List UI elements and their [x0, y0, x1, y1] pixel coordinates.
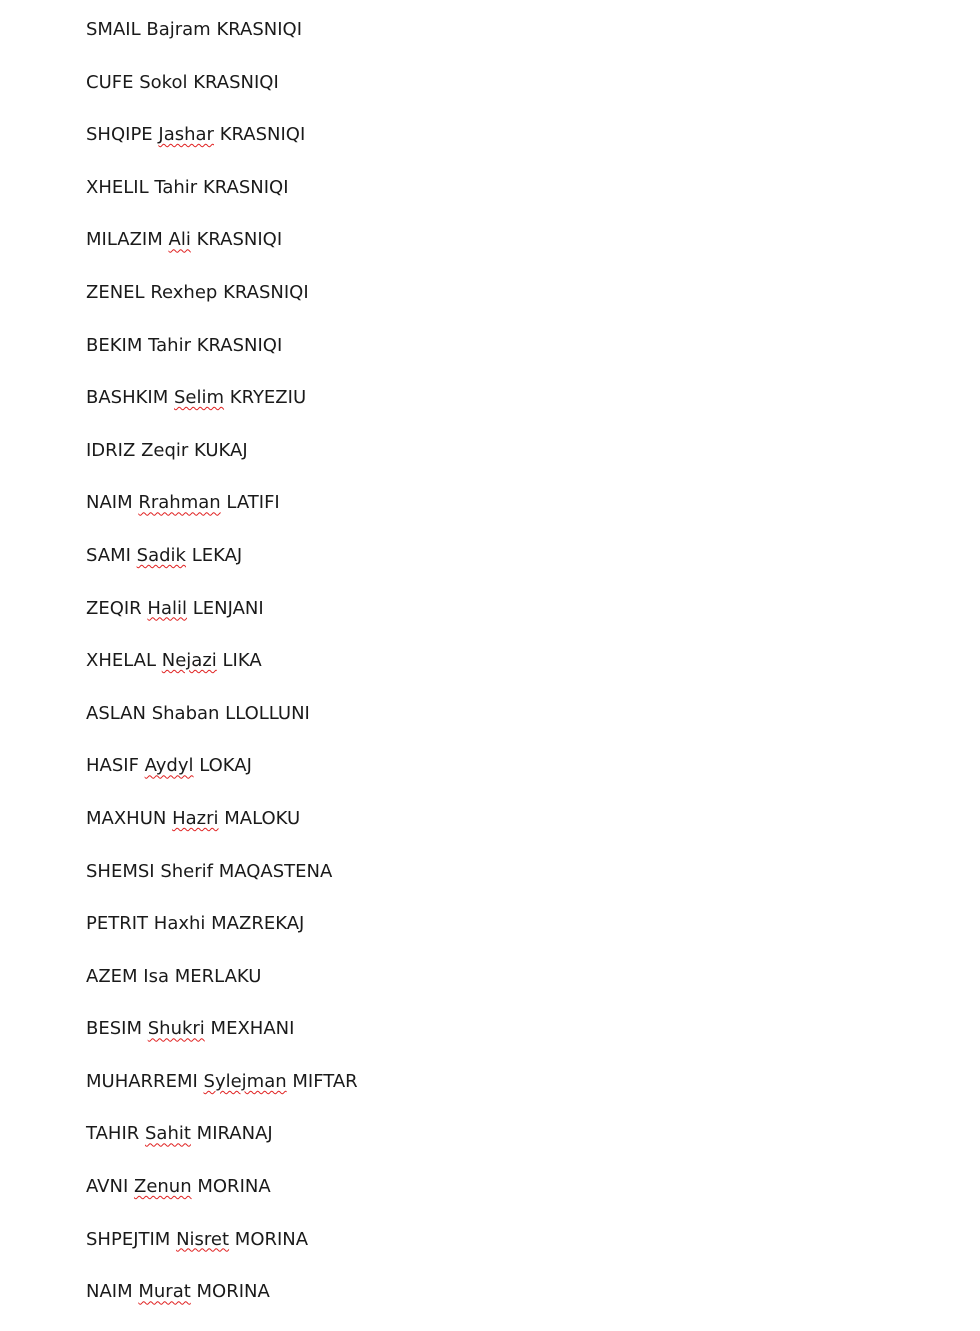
last-name: LOKAJ	[199, 755, 252, 777]
middle-name: Bajram	[146, 19, 211, 40]
middle-name: Sadik	[136, 544, 186, 566]
first-name: SMAIL	[86, 19, 141, 40]
middle-name: Sylejman	[203, 1070, 287, 1092]
list-item	[86, 1120, 358, 1173]
middle-name: Rrahman	[138, 492, 221, 514]
list-item	[86, 1226, 358, 1279]
middle-name: Halil	[147, 597, 187, 619]
last-name: MEXHANI	[210, 1018, 295, 1040]
first-name: BASHKIM	[86, 387, 169, 409]
middle-name: Zeqir	[141, 439, 189, 461]
middle-name: Jashar	[158, 124, 214, 146]
first-name: CUFE	[86, 71, 134, 93]
first-name: IDRIZ	[86, 439, 136, 461]
first-name: SHPEJTIM	[86, 1228, 171, 1250]
middle-name: Isa	[143, 965, 170, 987]
list-item	[86, 121, 358, 174]
list-item	[86, 174, 358, 227]
last-name: KRYEZIU	[229, 387, 307, 409]
last-name: KRASNIQI	[219, 124, 306, 146]
first-name: MILAZIM	[86, 229, 163, 251]
first-name: TAHIR	[86, 1123, 140, 1145]
last-name: MORINA	[196, 1281, 270, 1303]
middle-name: Aydyl	[144, 755, 194, 777]
list-item	[86, 279, 358, 332]
name-list	[86, 16, 358, 1331]
last-name: LIKA	[222, 650, 262, 672]
first-name: SAMI	[86, 544, 131, 566]
list-item	[86, 647, 358, 700]
middle-name: Sahit	[145, 1123, 191, 1145]
list-item	[86, 16, 358, 69]
last-name: KRASNIQI	[223, 281, 309, 303]
first-name: MUHARREMI	[86, 1070, 198, 1092]
first-name: BESIM	[86, 1018, 142, 1040]
list-item	[86, 384, 358, 437]
first-name: ZENEL	[86, 281, 145, 303]
middle-name: Ali	[168, 229, 191, 251]
list-item	[86, 595, 358, 648]
list-item	[86, 805, 358, 858]
list-item	[86, 752, 358, 805]
list-item	[86, 963, 358, 1016]
first-name: ZEQIR	[86, 597, 142, 619]
last-name: KUKAJ	[194, 439, 248, 461]
last-name: MAZREKAJ	[211, 913, 305, 935]
middle-name: Tahir	[148, 334, 191, 356]
list-item	[86, 332, 358, 385]
first-name: SHQIPE	[86, 124, 153, 146]
list-item	[86, 226, 358, 279]
list-item	[86, 700, 358, 753]
list-item	[86, 1015, 358, 1068]
first-name: HASIF	[86, 755, 139, 777]
last-name: LEKAJ	[191, 544, 243, 566]
last-name: KRASNIQI	[216, 19, 303, 40]
middle-name: Sokol	[139, 71, 188, 93]
list-item	[86, 910, 358, 963]
first-name: NAIM	[86, 492, 133, 514]
middle-name: Hazri	[172, 807, 219, 829]
last-name: KRASNIQI	[196, 334, 283, 356]
first-name: XHELAL	[86, 650, 157, 672]
middle-name: Nisret	[176, 1228, 230, 1250]
last-name: MALOKU	[224, 807, 301, 829]
first-name: NAIM	[86, 1281, 133, 1303]
last-name: LATIFI	[226, 492, 280, 514]
last-name: MORINA	[197, 1176, 271, 1198]
middle-name: Shaban	[151, 702, 220, 724]
first-name: MAXHUN	[86, 807, 167, 829]
last-name: LLOLLUNI	[225, 702, 310, 724]
first-name: PETRIT	[86, 913, 149, 935]
list-item	[86, 1278, 358, 1331]
middle-name: Sherif	[160, 860, 213, 882]
middle-name: Tahir	[154, 176, 198, 198]
first-name: ASLAN	[86, 702, 146, 724]
list-item	[86, 489, 358, 542]
last-name: KRASNIQI	[193, 71, 279, 93]
last-name: MIRANAJ	[196, 1123, 273, 1145]
first-name: AVNI	[86, 1176, 129, 1198]
list-item	[86, 1068, 358, 1121]
middle-name: Haxhi	[153, 913, 206, 935]
middle-name: Shukri	[147, 1018, 205, 1040]
first-name: AZEM	[86, 965, 138, 987]
first-name: XHELIL	[86, 176, 149, 198]
last-name: MERLAKU	[174, 965, 262, 987]
first-name: SHEMSI	[86, 860, 155, 882]
last-name: KRASNIQI	[196, 229, 283, 251]
middle-name: Selim	[174, 387, 225, 409]
list-item	[86, 542, 358, 595]
last-name: MIFTAR	[292, 1070, 358, 1092]
last-name: MORINA	[234, 1228, 309, 1250]
middle-name: Zenun	[133, 1176, 192, 1198]
first-name: BEKIM	[86, 334, 143, 356]
list-item	[86, 1173, 358, 1226]
list-item	[86, 69, 358, 122]
last-name: LENJANI	[192, 597, 264, 619]
list-item	[86, 437, 358, 490]
list-item	[86, 858, 358, 911]
middle-name: Nejazi	[161, 650, 217, 672]
last-name: MAQASTENA	[218, 860, 333, 882]
middle-name: Rexhep	[150, 281, 218, 303]
last-name: KRASNIQI	[202, 176, 289, 198]
middle-name: Murat	[138, 1281, 191, 1303]
